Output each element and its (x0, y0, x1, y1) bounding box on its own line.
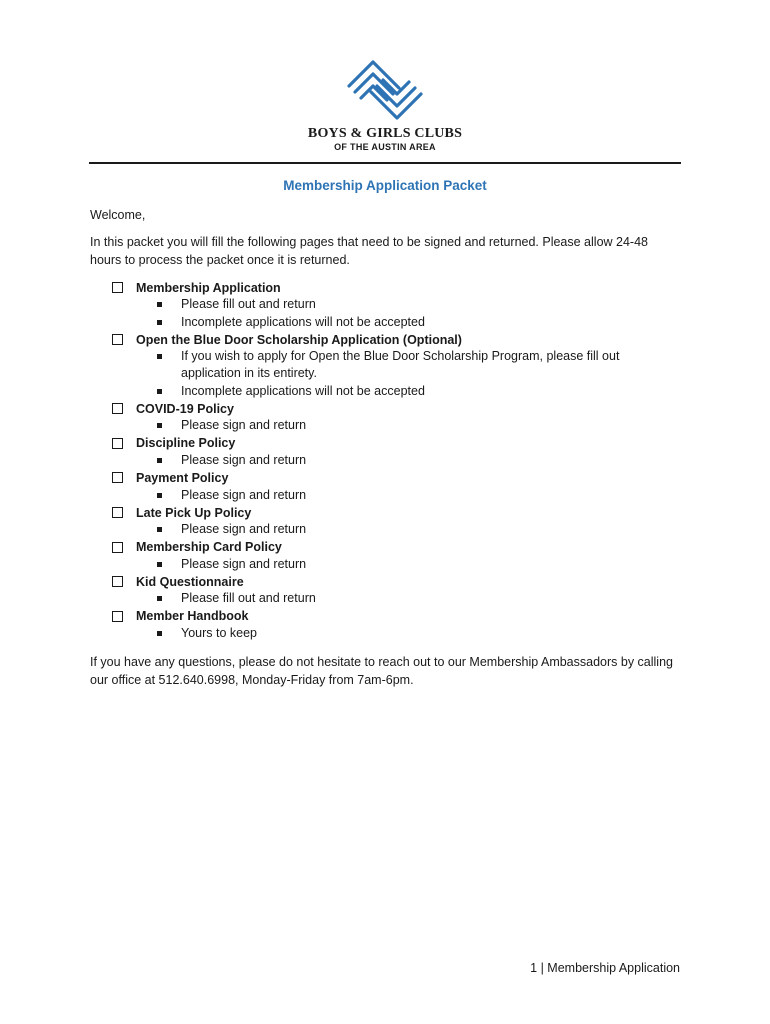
checklist-subitem (112, 417, 672, 434)
header-divider (89, 162, 681, 164)
checklist-subitem (112, 296, 672, 313)
checklist-item-label: Kid Questionnaire (136, 574, 244, 589)
checklist-subitem (112, 314, 672, 331)
checklist-item (112, 504, 672, 521)
checklist-item (112, 400, 672, 417)
checklist-item (112, 279, 672, 296)
square-bullet-icon (157, 423, 162, 428)
checklist-subitem-text: Please sign and return (181, 452, 307, 467)
checkbox[interactable] (112, 403, 123, 414)
checklist-item-label: COVID-19 Policy (136, 401, 234, 416)
checklist-subitem-text: Please sign and return (181, 556, 307, 571)
checklist-item-label: Member Handbook (136, 609, 249, 624)
checklist (112, 279, 672, 642)
checklist-subitem-text: Please sign and return (181, 418, 307, 433)
checklist-subitem (112, 487, 672, 504)
checklist-item-label: Membership Card Policy (136, 540, 282, 555)
checklist-item (112, 608, 672, 625)
square-bullet-icon (157, 527, 162, 532)
hands-logo-icon (345, 58, 425, 122)
checklist-item (112, 573, 672, 590)
checklist-subitem-text: Please sign and return (181, 487, 307, 502)
square-bullet-icon (157, 302, 162, 307)
checklist-subitem-text: Please sign and return (181, 522, 307, 537)
intro-paragraph: In this packet you will fill the following pages that need to be signed and returned. Please allow 24-48 hours to process the packet once it is returned. (90, 235, 648, 267)
org-subname: OF THE AUSTIN AREA (334, 142, 436, 152)
square-bullet-icon (157, 493, 162, 498)
checklist-item-label: Membership Application (136, 280, 281, 295)
checklist-item-label: Payment Policy (136, 470, 229, 485)
checklist-subitem (112, 452, 672, 469)
page-footer: 1 | Membership Application (530, 961, 680, 975)
checkbox[interactable] (112, 542, 123, 553)
checklist-subitem (112, 590, 672, 607)
square-bullet-icon (157, 631, 162, 636)
checkbox[interactable] (112, 472, 123, 483)
checklist-subitem (112, 521, 672, 538)
checklist-item (112, 538, 672, 555)
checklist-subitem-text: Yours to keep (181, 625, 257, 640)
checkbox[interactable] (112, 282, 123, 293)
checklist-item (112, 331, 672, 348)
checklist-item-label: Discipline Policy (136, 436, 236, 451)
checklist-subitem (112, 383, 672, 400)
checkbox[interactable] (112, 576, 123, 587)
square-bullet-icon (157, 354, 162, 359)
checkbox[interactable] (112, 438, 123, 449)
checklist-subitem-text: Please fill out and return (181, 297, 316, 312)
checklist-item-label: Open the Blue Door Scholarship Application (Optional) (136, 332, 462, 347)
checkbox[interactable] (112, 507, 123, 518)
square-bullet-icon (157, 596, 162, 601)
square-bullet-icon (157, 458, 162, 463)
checklist-item (112, 435, 672, 452)
checklist-subitem (112, 556, 672, 573)
checklist-item (112, 469, 672, 486)
closing-paragraph: If you have any questions, please do not hesitate to reach out to our Membership Ambassadors by calling our office at 512.640.6998, Monday-Friday from 7am-6pm. (90, 655, 673, 687)
checklist-subitem (112, 348, 672, 383)
checklist-subitem-text: Incomplete applications will not be accepted (181, 383, 425, 398)
square-bullet-icon (157, 562, 162, 567)
square-bullet-icon (157, 389, 162, 394)
checkbox[interactable] (112, 334, 123, 345)
org-name: BOYS & GIRLS CLUBS (307, 126, 463, 141)
checklist-subitem (112, 625, 672, 642)
welcome-text: Welcome, (90, 208, 146, 222)
checklist-subitem-text: Incomplete applications will not be accepted (181, 314, 425, 329)
square-bullet-icon (157, 320, 162, 325)
checklist-subitem-text: Please fill out and return (181, 591, 316, 606)
org-logo (0, 58, 770, 152)
page-title: Membership Application Packet (283, 178, 487, 193)
checkbox[interactable] (112, 611, 123, 622)
checklist-item-label: Late Pick Up Policy (136, 505, 252, 520)
checklist-subitem-text: If you wish to apply for Open the Blue Door Scholarship Program, please fill out application in its entirety. (181, 349, 620, 381)
